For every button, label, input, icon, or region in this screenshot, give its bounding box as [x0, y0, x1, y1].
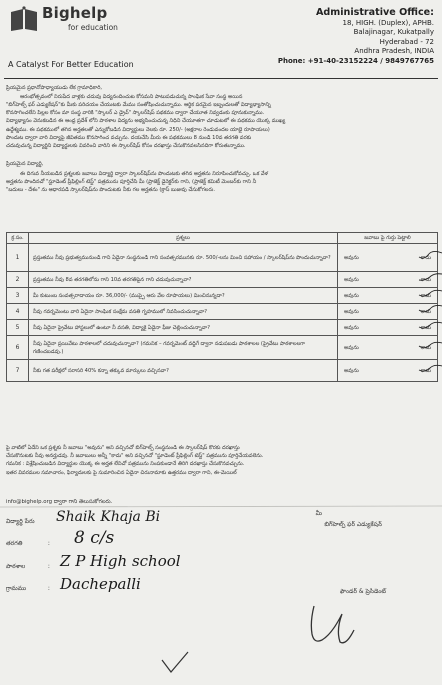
table-row: [7, 336, 438, 360]
row-question: నీవు ఏదైనా ప్రైవేటు హాస్టలులో ఉంటూ నీ వసతి, విద్యాకై ఏదైనా ఫీజు చెల్లించుచున్నావా?: [29, 320, 338, 336]
col-header-number: క్ర.సం.: [7, 233, 29, 244]
answer-no[interactable]: [421, 308, 431, 316]
col-header-question: ప్రశ్నలు: [29, 233, 338, 244]
fold-crease: [0, 505, 442, 509]
instructions-paragraph: [6, 444, 438, 477]
header-divider: [4, 78, 438, 79]
text-line: పొందుట ద్వారా వారి విద్యాపై జీవితము కొనసాగించ వచ్చును. దయచేసి మీరు ఈ పథకములు 8 నుండి 10వ తరగతి వరకు: [6, 134, 252, 141]
answer-no[interactable]: [421, 324, 431, 332]
table-row: [7, 244, 438, 272]
pen-tick-mark-icon: [418, 272, 442, 284]
table-header-row: [7, 233, 438, 244]
brand-subtitle: for education: [68, 23, 118, 32]
row-question: ప్రస్తుతము నీవు 8వ తరగతిలోను గాని 10వ తరగతిపైన గాని చదువుచున్నావా?: [29, 272, 338, 288]
table-row: [7, 288, 438, 304]
class-value[interactable]: 8 c/s: [74, 528, 115, 548]
text-line: "బదులు - దేశం" ను ఆధారపడి స్కాలర్‌షిప్‌ను పొందుటకు నీకు గల అర్హతను (క్రాస్ బుజువు చేసుకోగలరు.: [6, 187, 215, 194]
address-line: Hyderabad - 72: [379, 37, 434, 46]
text-line: ఉద్దేశ్యము. ఈ పథకములో తగిన అర్హతలతో ఎన్నుకోబడిన విద్యార్థులు నెలకు రూ. 250/- (అక్షరాల రెండువందల యాభై రూపాయలు): [6, 126, 270, 133]
text-line: చేసుకొనుటకు నీవు అనర్హుడవు. నీ జవాబులు అన్నీ "కాదు" అని వచ్చినచో "స్టూడెంట్ ప్రీఫిల్లింగ్ టెస్ట్" పత్రమును పూర్తిచేయవలెను.: [6, 453, 264, 460]
office-address: [234, 6, 434, 66]
text-line: ఆరంభోత్సవంలో నిరుపేద వాళ్లకు చదువు విద్యనందించుట కోసమని పాటుపడుచున్న సాంఘిక సేవా సంస్థ అయిన: [20, 94, 243, 100]
row-number: 2: [7, 272, 29, 288]
answer-no-label: కాదు: [421, 254, 431, 261]
paragraph-2-cont: [6, 178, 438, 194]
contact-email-line: info@bighelp.org ద్వారా గాని తెలుసుకోగలరు.: [6, 499, 113, 505]
answer-no-label: కాదు: [421, 367, 431, 374]
answer-no[interactable]: [421, 254, 431, 262]
class-label: తరగతి: [6, 540, 23, 547]
paragraph-1-cont: [6, 101, 438, 150]
answer-cell: [338, 336, 438, 360]
row-number: 7: [7, 360, 29, 382]
office-title: Administrative Office:: [315, 7, 434, 18]
answer-yes[interactable]: అవును: [344, 324, 359, 331]
answer-no[interactable]: [421, 344, 431, 352]
eligibility-table: [6, 232, 438, 382]
answer-yes[interactable]: అవును: [344, 254, 359, 261]
colon: :: [47, 540, 50, 547]
answer-yes[interactable]: అవును: [344, 308, 359, 315]
student-name-label: విద్యార్థి పేరు: [6, 518, 35, 525]
pen-tick-mark-icon: [418, 363, 442, 375]
answer-yes[interactable]: అవును: [344, 292, 359, 299]
text-line: "బిగ్‌హెల్ప్ ఫర్ ఎడ్యుకేషన్"కు మీకు పరిచయం చేయుటకు మేము సంతోషించుచున్నాము. ఆర్థిక పరమైన ఇబ్బందులతో విద్యాభ్యాసాన్ని: [6, 102, 271, 108]
student-name-value[interactable]: Shaik Khaja Bi: [56, 509, 161, 525]
answer-no-label: కాదు: [421, 276, 431, 283]
colon: :: [47, 585, 50, 592]
text-line: ఇతర వివరముల సమాచారం, ఫిర్యాదులకు పై సుమారించిన ఏదైనా చిరునామాకు ఉత్తరము ద్వారా గాని, ఈ-మెయిల్: [6, 469, 237, 476]
school-field: [6, 563, 58, 571]
school-label: పాఠశాల: [6, 563, 26, 570]
answer-cell: [338, 272, 438, 288]
text-line: గమనిక : విశ్లేషించుబడిన విద్యార్థుల యొక్క ఈ అర్హత లేనిచో పత్రమును నింపకుండానే తిరిగి దరఖాస్తు చేసుకొనవచ్చును.: [6, 461, 245, 468]
bighelp-logo: [10, 4, 130, 44]
answer-no-label: కాదు: [421, 308, 431, 315]
pen-tick-mark-icon: [418, 250, 442, 262]
row-number: 5: [7, 320, 29, 336]
address-line: Balajinagar, Kukatpally: [353, 28, 434, 37]
school-value[interactable]: Z P High school: [60, 552, 181, 570]
pen-tick-mark-icon: [418, 304, 442, 316]
col-header-answer: జవాబు పై గుర్తు పెట్టాలి: [338, 233, 438, 244]
answer-cell: [338, 304, 438, 320]
pen-tick-mark-icon: [418, 320, 442, 332]
answer-no[interactable]: [421, 276, 431, 284]
pen-tick-mark-icon: [418, 340, 442, 352]
table-row: [7, 304, 438, 320]
salutation-student: ప్రియమైన విద్యార్థి,: [6, 161, 44, 167]
table-row: [7, 360, 438, 382]
answer-no[interactable]: [421, 292, 431, 300]
address-line: 18, HIGH. (Duplex), APHB.: [342, 19, 434, 27]
row-number: 4: [7, 304, 29, 320]
table-row: [7, 320, 438, 336]
answer-cell: [338, 244, 438, 272]
answer-cell: [338, 360, 438, 382]
row-number: 6: [7, 336, 29, 360]
answer-yes[interactable]: అవును: [344, 344, 359, 351]
answer-yes[interactable]: అవును: [344, 367, 359, 374]
row-number: 1: [7, 244, 29, 272]
paragraph-2: [6, 170, 430, 178]
table-row: [7, 272, 438, 288]
answer-cell: [338, 320, 438, 336]
address-line: Andhra Pradesh, INDIA: [354, 47, 434, 56]
row-question: నీవు గవర్నమెంటు వారి ఏదైనా సాంఘిక సంక్షేమ వసతి గృహములో నివసించుచున్నావా?: [29, 304, 338, 320]
row-number: 3: [7, 288, 29, 304]
paragraph-1: [6, 93, 430, 101]
answer-no-label: కాదు: [421, 292, 431, 299]
pen-tick-mark-icon: [418, 288, 442, 300]
answer-yes[interactable]: అవును: [344, 276, 359, 283]
class-field: [6, 540, 58, 548]
student-name-field: [6, 518, 46, 526]
pen-checkmark: [160, 650, 190, 676]
village-label: గ్రామము: [6, 585, 27, 592]
answer-no-label: కాదు: [421, 344, 431, 351]
text-line: విద్యాభ్యాసం వెనుకబడిన ఈ ఆంధ్ర ప్రదేశ్ లోని పాఠశాల విద్యను అభ్యసించుచున్న నిధిని చేయూతగా చూడుటలో ఈ పథకము యొక్క ముఖ్య: [6, 118, 286, 125]
row-question: నీవు ఏదైనా ప్రయివేటు పాఠశాలలో చదువుచున్నావా? (గమనిక – గవర్నమెంట్ వద్దిగే ద్వారా నడుపబడు పాఠశాలల (ప్రైవేటు పాఠశాలలగా గణించబడవు.): [29, 336, 338, 360]
text-line: చదువుచున్న విద్యార్థిని విద్యార్థులకు వివరించి వారిని ఈ స్కాలర్‌షిప్ కోసం దరఖాస్తు చేసుకొనవలసినదిగా కోరుతున్నాము.: [6, 143, 246, 150]
text-line: ఈ దిగువ నీయబడిన ప్రశ్నలకు జవాబు విద్యార్థి ద్వారా స్కాలర్‌షిప్‌ను పొందుటకు తగిన అర్హతను నిరూపించుకోవచ్చు. ఒక వేళ: [20, 171, 268, 177]
book-logo-icon: [10, 6, 38, 32]
row-question: ప్రస్తుతము నీవు ప్రభుత్వమునుండి గాని ఏదైనా సంస్థనుండి గాని సంవత్సరమునకు రూ. 500/-లను మించి సహాయం / స్కాలర్‌షిప్‌ను పొందుచున్నావా?: [29, 244, 338, 272]
text-line: పై వాటిలో ఏదేని ఒక ప్రశ్నకు నీ జవాబు "అవును" అని వచ్చినచో బిగ్‌హెల్ప్ సంస్థనుండి ఈ స్కాలర్‌షిప్ కొరకు దరఖాస్తు: [6, 445, 240, 451]
closing-you: మీ: [315, 510, 322, 517]
text-line: అర్హతను పొందినచో "స్టూడెంట్ ప్రీఫిల్లింగ్ టెస్ట్" పత్రమును పూర్తిచేసి మీ (ప్రాజెక్ట్ డైరెక్టర్‌కు గాని, (ప్రాజెక్ట్ కమిటీ మెంబర్‌కు గాని నీ: [6, 179, 257, 185]
tagline: A Catalyst For Better Education: [8, 60, 134, 69]
closing-org: బిగ్‌హెల్ప్ ఫర్ ఎడ్యుకేషన్: [324, 521, 382, 528]
village-field: [6, 585, 58, 593]
row-question: నీకు గత పరీక్షలో సరాసరి 40% కన్నా తక్కువ మార్కులు వచ్చినవా?: [29, 360, 338, 382]
row-question: మీ కుటుంబ సంవత్సరాదాయం రూ. 36,000/- (ముప్పై ఆరు వేల రూపాయలు) మించినున్నదా?: [29, 288, 338, 304]
office-phone: Phone: +91-40-23152224 / 9849767765: [277, 56, 434, 65]
text-line: కొనసాగించలేని పిల్లల కోసం మా సంస్థ వారికి "స్కాలర్ ఎ డ్రైవ్" స్కాలర్‌షిప్ పథకము ద్వారా చేయూత నివ్వడంకు పూనుకున్నాము.: [6, 110, 265, 117]
closing-title: ఫౌండర్ & ప్రెసిడెంట్: [339, 588, 386, 595]
village-value[interactable]: Dachepalli: [60, 575, 141, 593]
answer-no[interactable]: [421, 367, 431, 375]
brand-name: Bighelp: [42, 4, 108, 22]
handwritten-signature: [300, 600, 360, 650]
answer-no-label: కాదు: [421, 324, 431, 331]
colon: :: [47, 563, 50, 570]
salutation-headmaster: ప్రియమైన ప్రధానోపాధ్యాయుడు లేక గ్రామాధికారి,: [6, 85, 103, 91]
answer-cell: [338, 288, 438, 304]
